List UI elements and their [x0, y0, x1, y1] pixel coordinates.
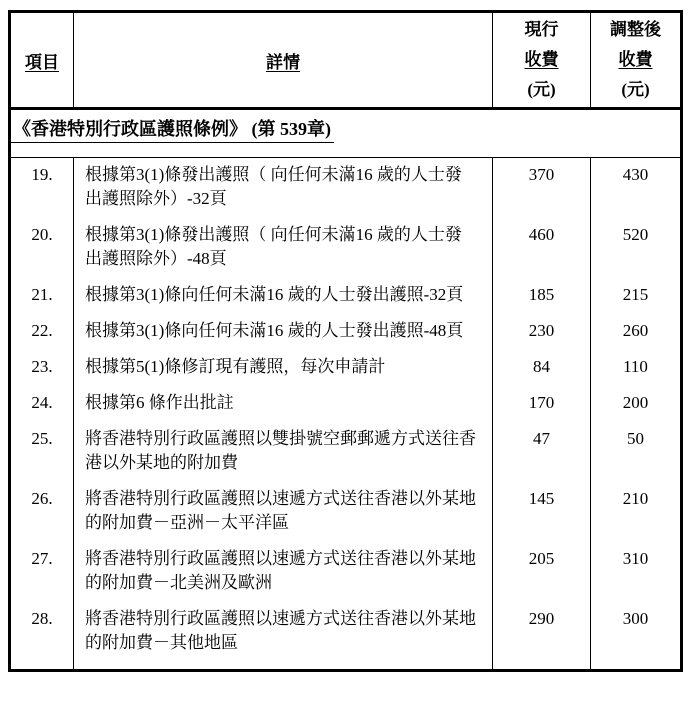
table-row: [10, 158, 682, 219]
item-details: 根據第3(1)條向任何未滿16 歲的人士發出護照-32頁: [74, 278, 493, 314]
item-details: 將香港特別行政區護照以速遞方式送往香港以外某地的附加費－亞洲－太平洋區: [74, 482, 493, 542]
adjusted-fee-line-1: 調整後: [610, 20, 661, 39]
adjusted-fee-value: 210: [622, 489, 649, 508]
column-header-details-label: 詳情: [266, 52, 300, 72]
fee-table: [8, 10, 683, 672]
section-title: 《香港特別行政區護照條例》 (第 539章): [11, 118, 334, 143]
column-header-details: [74, 12, 493, 109]
fee-table-body: [10, 158, 682, 671]
adjusted-fee-value: 200: [622, 393, 649, 412]
table-row: [10, 350, 682, 386]
item-number: 25.: [10, 422, 74, 482]
item-number: 27.: [10, 542, 74, 602]
column-header-item-label: 項目: [25, 52, 59, 72]
item-details: 根據第6 條作出批註: [74, 386, 493, 422]
adjusted-fee-line-3: (元): [621, 80, 650, 99]
item-number: 21.: [10, 278, 74, 314]
table-row: [10, 314, 682, 350]
adjusted-fee-value: 260: [622, 321, 649, 340]
fee-table-header: [10, 12, 682, 109]
current-fee-value: 205: [493, 542, 591, 602]
item-number: 19.: [10, 158, 74, 219]
adjusted-fee-value: 430: [622, 165, 649, 184]
item-number: 26.: [10, 482, 74, 542]
column-header-adjusted-fee: [591, 12, 682, 109]
item-details: 將香港特別行政區護照以速遞方式送往香港以外某地的附加費－其他地區: [74, 602, 493, 671]
item-number: 28.: [10, 602, 74, 671]
current-fee-value: 290: [493, 602, 591, 671]
current-fee-line-2: 收費: [524, 50, 559, 69]
column-header-item: [10, 12, 74, 109]
table-row: [10, 278, 682, 314]
column-header-current-fee: [493, 12, 591, 109]
section-title-row: [10, 109, 682, 158]
item-details: 根據第3(1)條發出護照（ 向任何未滿16 歲的人士發出護照除外）-48頁: [74, 218, 493, 278]
current-fee-line-1: 現行: [524, 20, 559, 39]
section-title-cell: [10, 109, 682, 158]
item-number: 22.: [10, 314, 74, 350]
adjusted-fee-value: 300: [622, 609, 649, 628]
table-row: [10, 218, 682, 278]
item-number: 24.: [10, 386, 74, 422]
current-fee-value: 84: [493, 350, 591, 386]
item-details: 將香港特別行政區護照以雙掛號空郵郵遞方式送往香港以外某地的附加費: [74, 422, 493, 482]
item-details: 根據第3(1)條發出護照（ 向任何未滿16 歲的人士發出護照除外）-32頁: [74, 158, 493, 219]
item-details: 根據第3(1)條向任何未滿16 歲的人士發出護照-48頁: [74, 314, 493, 350]
table-row: [10, 602, 682, 671]
table-row: [10, 542, 682, 602]
adjusted-fee-value: 520: [622, 225, 649, 244]
item-number: 23.: [10, 350, 74, 386]
current-fee-value: 47: [493, 422, 591, 482]
current-fee-value: 170: [493, 386, 591, 422]
adjusted-fee-value: 215: [622, 285, 649, 304]
current-fee-value: 145: [493, 482, 591, 542]
current-fee-value: 370: [493, 158, 591, 219]
adjusted-fee-value: 310: [622, 549, 649, 568]
item-details: 將香港特別行政區護照以速遞方式送往香港以外某地的附加費－北美洲及歐洲: [74, 542, 493, 602]
table-row: [10, 386, 682, 422]
item-details: 根據第5(1)條修訂現有護照，每次申請計: [74, 350, 493, 386]
adjusted-fee-value: 50: [627, 429, 644, 448]
current-fee-value: 460: [493, 218, 591, 278]
table-row: [10, 422, 682, 482]
current-fee-value: 230: [493, 314, 591, 350]
current-fee-line-3: (元): [527, 80, 556, 99]
header-row: [10, 12, 682, 109]
adjusted-fee-line-2: 收費: [618, 50, 653, 69]
current-fee-value: 185: [493, 278, 591, 314]
table-row: [10, 482, 682, 542]
item-number: 20.: [10, 218, 74, 278]
adjusted-fee-value: 110: [623, 357, 648, 376]
